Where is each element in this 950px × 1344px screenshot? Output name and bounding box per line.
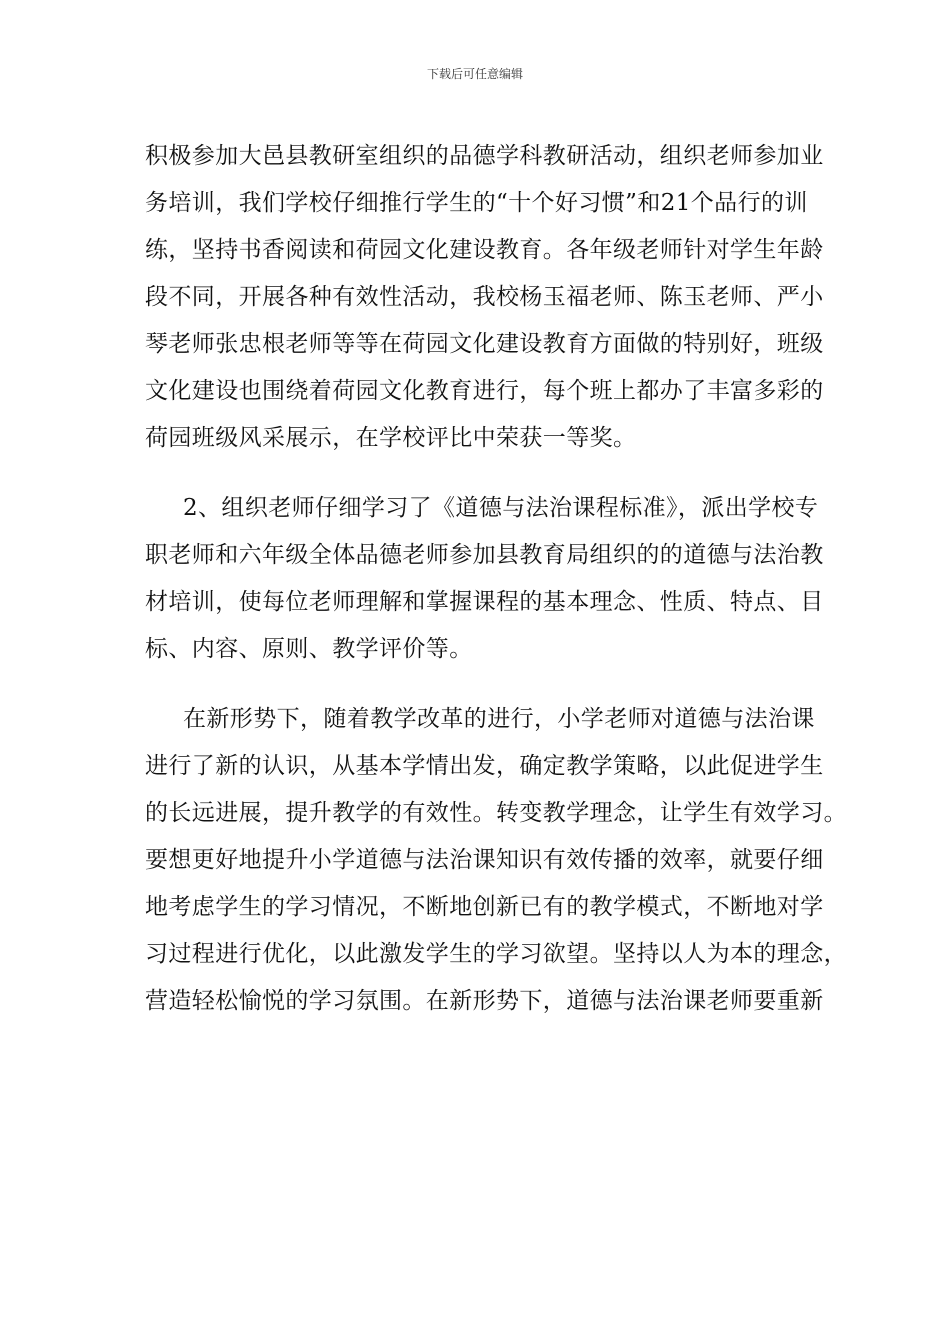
text-line: 练，坚持书香阅读和荷园文化建设教育。各年级老师针对学生年龄 [145,237,824,263]
text-line: 务培训，我们学校仔细推行学生的“十个好习惯”和21个品行的训 [145,190,808,216]
text-line: 营造轻松愉悦的学习氛围。在新形势下，道德与法治课老师要重新 [145,988,824,1014]
text-line: 标、内容、原则、教学评价等。 [145,636,473,662]
paragraph-spacer [145,673,825,696]
text-line: 积极参加大邑县教研室组织的品德学科教研活动，组织老师参加业 [145,143,824,169]
text-line: 荷园班级风采展示，在学校评比中荣获一等奖。 [145,425,637,451]
text-line: 材培训，使每位老师理解和掌握课程的基本理念、性质、特点、目 [145,589,824,615]
text-line: 进行了新的认识，从基本学情出发，确定教学策略，以此促进学生 [145,753,824,779]
text-line: 2、组织老师仔细学习了《道德与法治课程标准》，派出学校专 [183,495,819,521]
document-body [145,133,847,1025]
page-header: 下载后可任意编辑 [426,67,523,81]
paragraph-spacer [145,462,825,485]
text-line: 职老师和六年级全体品德老师参加县教育局组织的的道德与法治教 [145,542,824,568]
paragraph-1 [145,133,825,462]
text-line: 段不同，开展各种有效性活动，我校杨玉福老师、陈玉老师、严小 [145,284,824,310]
text-line: 在新形势下，随着教学改革的进行，小学老师对道德与法治课 [183,706,815,732]
text-line: 地考虑学生的学习情况，不断地创新已有的教学模式，不断地对学 [145,894,824,920]
paragraph-2 [145,485,825,673]
text-line: 的长远进展，提升教学的有效性。转变教学理念，让学生有效学习。 [145,800,847,826]
text-line: 习过程进行优化，以此激发学生的学习欲望。坚持以人为本的理念， [145,941,847,967]
text-line: 要想更好地提升小学道德与法治课知识有效传播的效率，就要仔细 [145,847,824,873]
text-line: 琴老师张忠根老师等等在荷园文化建设教育方面做的特别好，班级 [145,331,824,357]
paragraph-3 [145,696,847,1025]
text-line: 文化建设也围绕着荷园文化教育进行，每个班上都办了丰富多彩的 [145,378,824,404]
